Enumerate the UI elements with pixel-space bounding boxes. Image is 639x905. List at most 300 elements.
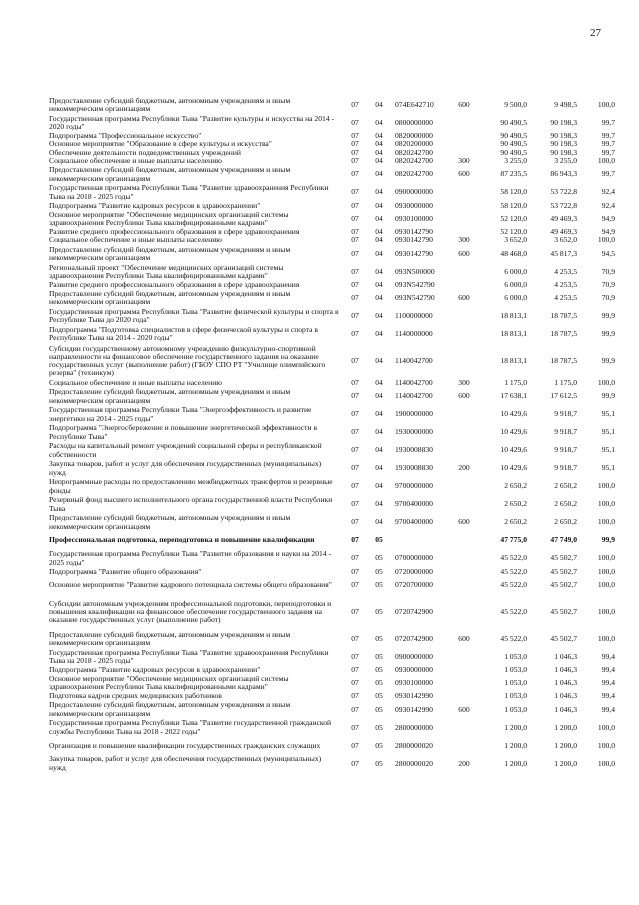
table-row <box>49 514 615 532</box>
row-planned-amount-cell: 17 638,1 <box>500 391 527 401</box>
row-subsection-cell: 04 <box>375 227 383 237</box>
table-row <box>49 755 615 773</box>
row-executed-amount-cell: 9 498,5 <box>554 99 577 109</box>
row-name-cell: Подготовка кадров средних медицинских работников <box>49 691 222 701</box>
row-executed-amount-cell: 90 198,3 <box>550 131 577 141</box>
row-planned-amount-cell: 45 522,0 <box>500 606 527 616</box>
row-name-cell: Развитие среднего профессионального образования в сфере здравоохранения <box>49 227 300 237</box>
row-expense-type-cell <box>453 576 475 594</box>
row-section-cell: 07 <box>351 606 359 616</box>
row-executed-amount-cell: 53 722,8 <box>550 200 577 210</box>
row-section-cell: 07 <box>351 156 359 166</box>
row-planned-amount-cell: 18 813,1 <box>500 311 527 321</box>
row-section-cell: 07 <box>351 213 359 223</box>
row-name-cell: Региональный проект "Обеспечение медицинских организаций системы здравоохранения Республики Тыва квалифицированными кадрами" <box>49 262 284 280</box>
table-row <box>49 281 615 289</box>
row-executed-amount-cell: 4 253,5 <box>554 279 577 289</box>
row-expense-type-cell: 200 <box>458 463 470 473</box>
row-executed-amount-cell: 90 198,3 <box>550 147 577 157</box>
row-executed-amount-cell: 1 046,3 <box>554 691 577 701</box>
table-row <box>49 263 615 281</box>
row-planned-amount-cell: 18 813,1 <box>500 356 527 366</box>
row-subsection-cell: 05 <box>375 633 383 643</box>
row-percent-cell: 99,9 <box>601 329 615 339</box>
row-target-article-cell: 093N500000 <box>395 266 435 276</box>
row-planned-amount-cell: 45 522,0 <box>500 633 527 643</box>
row-section-cell: 07 <box>351 691 359 701</box>
row-percent-cell: 99,4 <box>601 678 615 688</box>
row-percent-cell: 100,0 <box>597 740 615 750</box>
row-executed-amount-cell: 90 198,3 <box>550 117 577 127</box>
table-row <box>49 568 615 576</box>
table-row <box>49 245 615 263</box>
row-expense-type-cell <box>453 263 475 281</box>
row-executed-amount-cell: 45 502,7 <box>550 606 577 616</box>
row-expense-type-cell <box>453 594 475 630</box>
row-percent-cell: 99,7 <box>601 147 615 157</box>
row-subsection-cell: 04 <box>375 147 383 157</box>
row-name-cell: Предоставление субсидий бюджетным, автономным учреждениям и иным некоммерческим организациям <box>49 387 291 405</box>
table-body <box>49 96 615 773</box>
row-section-cell: 07 <box>351 553 359 563</box>
row-target-article-cell: 0930000000 <box>395 665 433 674</box>
row-target-article-cell: 0820242700 <box>395 147 433 157</box>
row-target-article-cell: 0930142990 <box>395 691 433 701</box>
row-expense-type-cell: 600 <box>458 391 470 401</box>
row-name-cell: Подпрограмма "Развитие кадровых ресурсов в здравоохранении" <box>49 665 261 674</box>
row-percent-cell: 99,7 <box>601 139 615 149</box>
row-name-cell: Развитие среднего профессионального образования в сфере здравоохранения <box>49 279 300 289</box>
row-section-cell: 07 <box>351 758 359 768</box>
row-target-article-cell: 0930100000 <box>395 213 433 223</box>
row-name-cell: Непрограммные расходы по предоставлению межбюджетных трансфертов и резервные фонды <box>49 477 333 495</box>
row-subsection-cell: 05 <box>375 740 383 750</box>
row-target-article-cell: 1900000000 <box>395 409 433 419</box>
table-row <box>49 379 615 387</box>
row-target-article-cell: 2800000020 <box>395 740 433 750</box>
row-percent-cell: 70,9 <box>601 266 615 276</box>
row-subsection-cell: 04 <box>375 169 383 179</box>
row-executed-amount-cell: 53 722,8 <box>550 187 577 197</box>
row-subsection-cell: 05 <box>375 758 383 768</box>
row-name-cell: Государственная программа Республики Тыва "Энергоэффективность и развитие энергетики на 2014 - 2025 годы" <box>49 405 312 423</box>
row-percent-cell: 100,0 <box>597 566 615 576</box>
row-expense-type-cell: 600 <box>458 169 470 179</box>
row-planned-amount-cell: 1 053,0 <box>504 691 527 701</box>
row-executed-amount-cell: 4 253,5 <box>554 293 577 303</box>
row-subsection-cell: 04 <box>375 293 383 303</box>
row-planned-amount-cell: 52 120,0 <box>500 227 527 237</box>
table-row <box>49 236 615 244</box>
row-name-cell: Государственная программа Республики Тыва "Развитие физической культуры и спорта в Республике Тыва до 2020 года" <box>49 306 339 325</box>
row-planned-amount-cell: 6 000,0 <box>504 279 527 289</box>
row-expense-type-cell <box>453 648 475 666</box>
row-name-cell: Профессиональная подготовка, переподготовка и повышение квалификации <box>49 535 315 545</box>
row-name-cell: Закупка товаров, работ и услуг для обеспечения государственных (муниципальных) нужд <box>49 459 322 477</box>
row-planned-amount-cell: 6 000,0 <box>504 266 527 276</box>
row-section-cell: 07 <box>351 665 359 674</box>
row-section-cell: 07 <box>351 227 359 237</box>
table-row <box>49 576 615 594</box>
table-row <box>49 737 615 755</box>
table-row <box>49 424 615 442</box>
row-executed-amount-cell: 3 255,0 <box>554 156 577 166</box>
row-name-cell: Государственная программа Республики Тыва "Развитие государственной гражданской службы Республики Тыва на 2018 - 2022 годы" <box>49 718 332 736</box>
row-subsection-cell: 04 <box>375 391 383 401</box>
row-section-cell: 07 <box>351 704 359 714</box>
row-executed-amount-cell: 49 469,3 <box>550 227 577 237</box>
row-expense-type-cell: 600 <box>458 248 470 258</box>
row-subsection-cell: 04 <box>375 213 383 223</box>
row-section-cell: 07 <box>351 409 359 419</box>
row-percent-cell: 100,0 <box>597 606 615 616</box>
row-subsection-cell: 04 <box>375 266 383 276</box>
row-planned-amount-cell: 1 053,0 <box>504 665 527 674</box>
row-section-cell: 07 <box>351 678 359 688</box>
row-planned-amount-cell: 52 120,0 <box>500 213 527 223</box>
row-target-article-cell: 0820242700 <box>395 169 433 179</box>
row-name-cell: Подпрограмма "Подготовка специалистов в сфере физической культуры и спорта в Республике Тыва на 2014 - 2020 годы" <box>49 324 319 343</box>
row-executed-amount-cell: 9 918,7 <box>554 409 577 419</box>
row-executed-amount-cell: 9 918,7 <box>554 445 577 455</box>
row-executed-amount-cell: 17 612,5 <box>550 391 577 401</box>
row-planned-amount-cell: 1 053,0 <box>504 704 527 714</box>
page-number: 27 <box>590 27 601 39</box>
row-percent-cell: 99,4 <box>601 704 615 714</box>
row-name-cell: Основное мероприятие "Образование в сфере культуры и искусства" <box>49 139 272 149</box>
row-target-article-cell: 0720700000 <box>395 579 433 589</box>
table-row <box>49 478 615 496</box>
row-expense-type-cell <box>453 184 475 202</box>
row-expense-type-cell: 600 <box>458 517 470 527</box>
row-name-cell: Обеспечение деятельности подведомственных учреждений <box>49 147 241 157</box>
table-row <box>49 210 615 228</box>
row-expense-type-cell <box>453 478 475 496</box>
row-percent-cell: 99,4 <box>601 691 615 701</box>
row-expense-type-cell <box>453 442 475 460</box>
row-name-cell: Предоставление субсидий бюджетным, автономным учреждениям и иным некоммерческим организациям <box>49 700 291 718</box>
row-subsection-cell: 04 <box>375 235 383 245</box>
row-percent-cell: 94,9 <box>601 213 615 223</box>
row-planned-amount-cell: 3 255,0 <box>504 156 527 166</box>
row-planned-amount-cell: 1 200,0 <box>504 758 527 768</box>
row-expense-type-cell <box>453 325 475 343</box>
row-section-cell: 07 <box>351 378 359 388</box>
row-expense-type-cell <box>453 666 475 674</box>
row-section-cell: 07 <box>351 463 359 473</box>
row-expense-type-cell <box>453 307 475 325</box>
row-percent-cell: 70,9 <box>601 293 615 303</box>
row-section-cell: 07 <box>351 311 359 321</box>
row-percent-cell: 92,4 <box>601 187 615 197</box>
row-percent-cell: 100,0 <box>597 553 615 563</box>
row-planned-amount-cell: 58 120,0 <box>500 187 527 197</box>
row-expense-type-cell <box>453 202 475 210</box>
row-expense-type-cell <box>453 114 475 132</box>
row-target-article-cell: 0930142790 <box>395 227 433 237</box>
row-percent-cell: 100,0 <box>597 156 615 166</box>
table-row <box>49 325 615 343</box>
row-executed-amount-cell: 2 650,2 <box>554 481 577 491</box>
row-target-article-cell: 0930142990 <box>395 704 433 714</box>
row-planned-amount-cell: 6 000,0 <box>504 293 527 303</box>
row-executed-amount-cell: 45 502,7 <box>550 633 577 643</box>
row-name-cell: Государственная программа Республики Тыва "Развитие здравоохранения Республики Тыва на 2018 - 2025 годы" <box>49 647 329 665</box>
row-expense-type-cell <box>453 210 475 228</box>
row-subsection-cell: 04 <box>375 517 383 527</box>
row-percent-cell: 99,9 <box>601 311 615 321</box>
table-row <box>49 692 615 700</box>
row-target-article-cell: 9700000000 <box>395 481 433 491</box>
row-percent-cell: 99,7 <box>601 117 615 127</box>
row-target-article-cell: 1930000000 <box>395 427 433 437</box>
row-subsection-cell: 04 <box>375 187 383 197</box>
row-planned-amount-cell: 90 490,5 <box>500 117 527 127</box>
row-target-article-cell: 093N542790 <box>395 293 435 303</box>
row-planned-amount-cell: 1 053,0 <box>504 678 527 688</box>
row-target-article-cell: 0820242700 <box>395 156 433 166</box>
table-row <box>49 157 615 165</box>
row-expense-type-cell: 600 <box>458 704 470 714</box>
row-name-cell: Государственная программа Республики Тыва "Развитие образования и науки на 2014 - 2025 годы" <box>49 549 332 567</box>
row-target-article-cell: 0900000000 <box>395 651 433 661</box>
row-target-article-cell: 093N542790 <box>395 279 435 289</box>
row-subsection-cell: 04 <box>375 329 383 339</box>
row-expense-type-cell: 300 <box>458 156 470 166</box>
row-subsection-cell: 04 <box>375 131 383 141</box>
row-target-article-cell: 0720742900 <box>395 606 433 616</box>
row-executed-amount-cell: 2 650,2 <box>554 499 577 509</box>
row-subsection-cell: 05 <box>375 691 383 701</box>
row-name-cell: Предоставление субсидий бюджетным, автономным учреждениям и иным некоммерческим организациям <box>49 244 291 262</box>
row-planned-amount-cell: 90 490,5 <box>500 147 527 157</box>
row-target-article-cell: 0930142790 <box>395 235 433 245</box>
row-section-cell: 07 <box>351 293 359 303</box>
row-target-article-cell: 2800000020 <box>395 758 433 768</box>
row-subsection-cell: 05 <box>375 704 383 714</box>
row-planned-amount-cell: 48 468,0 <box>500 248 527 258</box>
row-executed-amount-cell: 1 200,0 <box>554 740 577 750</box>
row-subsection-cell: 04 <box>375 117 383 127</box>
row-name-cell: Государственная программа Республики Тыва "Развитие здравоохранения Республики Тыва на 2018 - 2025 годы" <box>49 183 329 201</box>
row-section-cell: 07 <box>351 427 359 437</box>
row-target-article-cell: 0930000000 <box>395 200 433 210</box>
row-section-cell: 07 <box>351 235 359 245</box>
row-expense-type-cell <box>453 132 475 140</box>
row-percent-cell: 100,0 <box>597 481 615 491</box>
table-row <box>49 96 615 114</box>
table-row <box>49 496 615 514</box>
row-section-cell: 07 <box>351 481 359 491</box>
row-section-cell: 07 <box>351 248 359 258</box>
row-target-article-cell: 0930100000 <box>395 678 433 688</box>
row-name-cell: Предоставление субсидий бюджетным, автономным учреждениям и иным некоммерческим организациям <box>49 513 291 531</box>
row-section-cell: 07 <box>351 517 359 527</box>
row-name-cell: Социальное обеспечение и иные выплаты населению <box>49 378 222 388</box>
row-name-cell: Предоставление субсидий бюджетным, автономным учреждениям и иным некоммерческим организациям <box>49 165 291 183</box>
row-target-article-cell: 0820200000 <box>395 139 433 149</box>
row-section-cell: 07 <box>351 99 359 109</box>
row-section-cell: 07 <box>351 266 359 276</box>
row-section-cell: 07 <box>351 200 359 210</box>
row-planned-amount-cell: 10 429,6 <box>500 427 527 437</box>
row-percent-cell: 100,0 <box>597 722 615 732</box>
row-planned-amount-cell: 47 775,0 <box>500 535 527 545</box>
row-subsection-cell: 05 <box>375 553 383 563</box>
row-target-article-cell: 1140042700 <box>395 391 433 401</box>
row-target-article-cell: 9700400000 <box>395 499 433 509</box>
row-section-cell: 07 <box>351 579 359 589</box>
table-row <box>49 719 615 737</box>
row-percent-cell: 100,0 <box>597 758 615 768</box>
row-planned-amount-cell: 3 652,0 <box>504 235 527 245</box>
table-row <box>49 114 615 132</box>
row-executed-amount-cell: 86 943,3 <box>550 169 577 179</box>
row-expense-type-cell <box>453 719 475 737</box>
table-row <box>49 442 615 460</box>
row-name-cell: Государственная программа Республики Тыва "Развитие культуры и искусства на 2014 - 2020 годы" <box>49 113 335 131</box>
row-executed-amount-cell: 45 502,7 <box>550 579 577 589</box>
row-section-cell: 07 <box>351 566 359 576</box>
row-name-cell: Субсидии автономным учреждениям профессиональной подготовки, переподготовки и повышения квалификации на финансовое обеспечение государственного задания на оказание государственных услуг (выполнение работ) <box>49 598 332 624</box>
row-executed-amount-cell: 18 787,5 <box>550 356 577 366</box>
row-expense-type-cell <box>453 737 475 755</box>
row-subsection-cell: 05 <box>375 722 383 732</box>
row-target-article-cell: 2800000000 <box>395 722 433 732</box>
row-executed-amount-cell: 1 175,0 <box>554 378 577 388</box>
row-section-cell: 07 <box>351 499 359 509</box>
row-subsection-cell: 04 <box>375 378 383 388</box>
row-expense-type-cell <box>453 343 475 379</box>
row-subsection-cell: 04 <box>375 139 383 149</box>
row-section-cell: 07 <box>351 740 359 750</box>
row-section-cell: 07 <box>351 356 359 366</box>
row-subsection-cell: 05 <box>375 651 383 661</box>
row-target-article-cell <box>391 532 453 550</box>
row-percent-cell: 70,9 <box>601 279 615 289</box>
row-planned-amount-cell: 2 650,2 <box>504 499 527 509</box>
row-expense-type-cell <box>453 424 475 442</box>
row-percent-cell: 92,4 <box>601 200 615 210</box>
row-percent-cell: 99,4 <box>601 651 615 661</box>
row-expense-type-cell <box>453 406 475 424</box>
row-subsection-cell: 05 <box>375 678 383 688</box>
row-subsection-cell: 05 <box>375 665 383 674</box>
row-section-cell: 07 <box>351 651 359 661</box>
row-percent-cell: 100,0 <box>597 579 615 589</box>
row-name-cell: Резервный фонд высшего исполнительного органа государственной власти Республики Тыва <box>49 495 333 513</box>
row-section-cell: 07 <box>351 131 359 141</box>
row-section-cell: 07 <box>351 391 359 401</box>
row-target-article-cell: 0820000000 <box>395 131 433 141</box>
row-subsection-cell: 05 <box>375 566 383 576</box>
row-name-cell: Социальное обеспечение и иные выплаты населению <box>49 156 222 166</box>
row-percent-cell: 99,9 <box>601 535 615 545</box>
row-subsection-cell: 04 <box>375 200 383 210</box>
row-section-cell: 07 <box>351 722 359 732</box>
row-target-article-cell: 9700400000 <box>395 517 433 527</box>
row-name-cell: Предоставление субсидий бюджетным, автономным учреждениям и иным некоммерческим организациям <box>49 288 291 307</box>
row-expense-type-cell <box>453 674 475 692</box>
row-expense-type-cell: 300 <box>458 235 470 245</box>
row-percent-cell: 100,0 <box>597 517 615 527</box>
table-row <box>49 406 615 424</box>
row-target-article-cell: 1930008830 <box>395 445 433 455</box>
row-name-cell: Предоставление субсидий бюджетным, автономным учреждениям и иным некоммерческим организациям <box>49 629 291 647</box>
row-expense-type-cell <box>453 550 475 568</box>
row-subsection-cell: 04 <box>375 356 383 366</box>
row-expense-type-cell <box>453 692 475 700</box>
table-row <box>49 166 615 184</box>
row-subsection-cell: 04 <box>375 427 383 437</box>
row-percent-cell: 100,0 <box>597 99 615 109</box>
row-executed-amount-cell: 18 787,5 <box>550 329 577 339</box>
row-planned-amount-cell: 1 200,0 <box>504 722 527 732</box>
row-target-article-cell: 0900000000 <box>395 187 433 197</box>
row-executed-amount-cell: 18 787,5 <box>550 311 577 321</box>
table-row <box>49 550 615 568</box>
row-executed-amount-cell: 45 502,7 <box>550 566 577 576</box>
row-target-article-cell: 074E642710 <box>395 99 434 109</box>
row-planned-amount-cell: 58 120,0 <box>500 200 527 210</box>
row-executed-amount-cell: 1 046,3 <box>554 665 577 674</box>
row-percent-cell: 99,7 <box>601 131 615 141</box>
row-executed-amount-cell: 1 046,3 <box>554 678 577 688</box>
row-percent-cell: 94,5 <box>601 248 615 258</box>
row-name-cell: Подпрограмма "Развитие общего образования" <box>49 566 202 576</box>
row-executed-amount-cell: 1 200,0 <box>554 758 577 768</box>
row-subsection-cell: 04 <box>375 445 383 455</box>
row-executed-amount-cell: 1 046,3 <box>554 651 577 661</box>
row-planned-amount-cell: 10 429,6 <box>500 463 527 473</box>
row-section-cell: 07 <box>351 139 359 149</box>
row-planned-amount-cell: 2 650,2 <box>504 517 527 527</box>
row-planned-amount-cell: 90 490,5 <box>500 131 527 141</box>
row-expense-type-cell <box>453 496 475 514</box>
row-planned-amount-cell: 45 522,0 <box>500 553 527 563</box>
table-row <box>49 184 615 202</box>
row-executed-amount-cell: 9 918,7 <box>554 463 577 473</box>
row-section-cell: 07 <box>351 535 359 545</box>
row-name-cell: Подпрограмма "Профессиональное искусство" <box>49 131 202 141</box>
table-row <box>49 307 615 325</box>
row-planned-amount-cell: 45 522,0 <box>500 579 527 589</box>
row-executed-amount-cell: 47 749,0 <box>550 535 577 545</box>
row-planned-amount-cell: 1 053,0 <box>504 651 527 661</box>
row-target-article-cell: 1140000000 <box>395 329 433 339</box>
row-planned-amount-cell: 2 650,2 <box>504 481 527 491</box>
row-subsection-cell: 04 <box>375 279 383 289</box>
row-percent-cell: 99,7 <box>601 169 615 179</box>
row-subsection-cell: 04 <box>375 481 383 491</box>
row-target-article-cell: 1930008830 <box>395 463 433 473</box>
row-percent-cell: 95,1 <box>601 409 615 419</box>
row-percent-cell: 95,1 <box>601 427 615 437</box>
row-planned-amount-cell: 87 235,5 <box>500 169 527 179</box>
row-percent-cell: 95,1 <box>601 445 615 455</box>
row-section-cell: 07 <box>351 117 359 127</box>
row-executed-amount-cell: 9 918,7 <box>554 427 577 437</box>
row-percent-cell: 99,9 <box>601 391 615 401</box>
row-subsection-cell: 04 <box>375 409 383 419</box>
row-planned-amount-cell: 90 490,5 <box>500 139 527 149</box>
row-planned-amount-cell: 10 429,6 <box>500 409 527 419</box>
row-target-article-cell: 0720742900 <box>395 633 433 643</box>
row-expense-type-cell: 200 <box>458 758 470 768</box>
row-target-article-cell: 1100000000 <box>395 311 433 321</box>
row-expense-type-cell <box>453 281 475 289</box>
row-planned-amount-cell: 1 200,0 <box>504 740 527 750</box>
